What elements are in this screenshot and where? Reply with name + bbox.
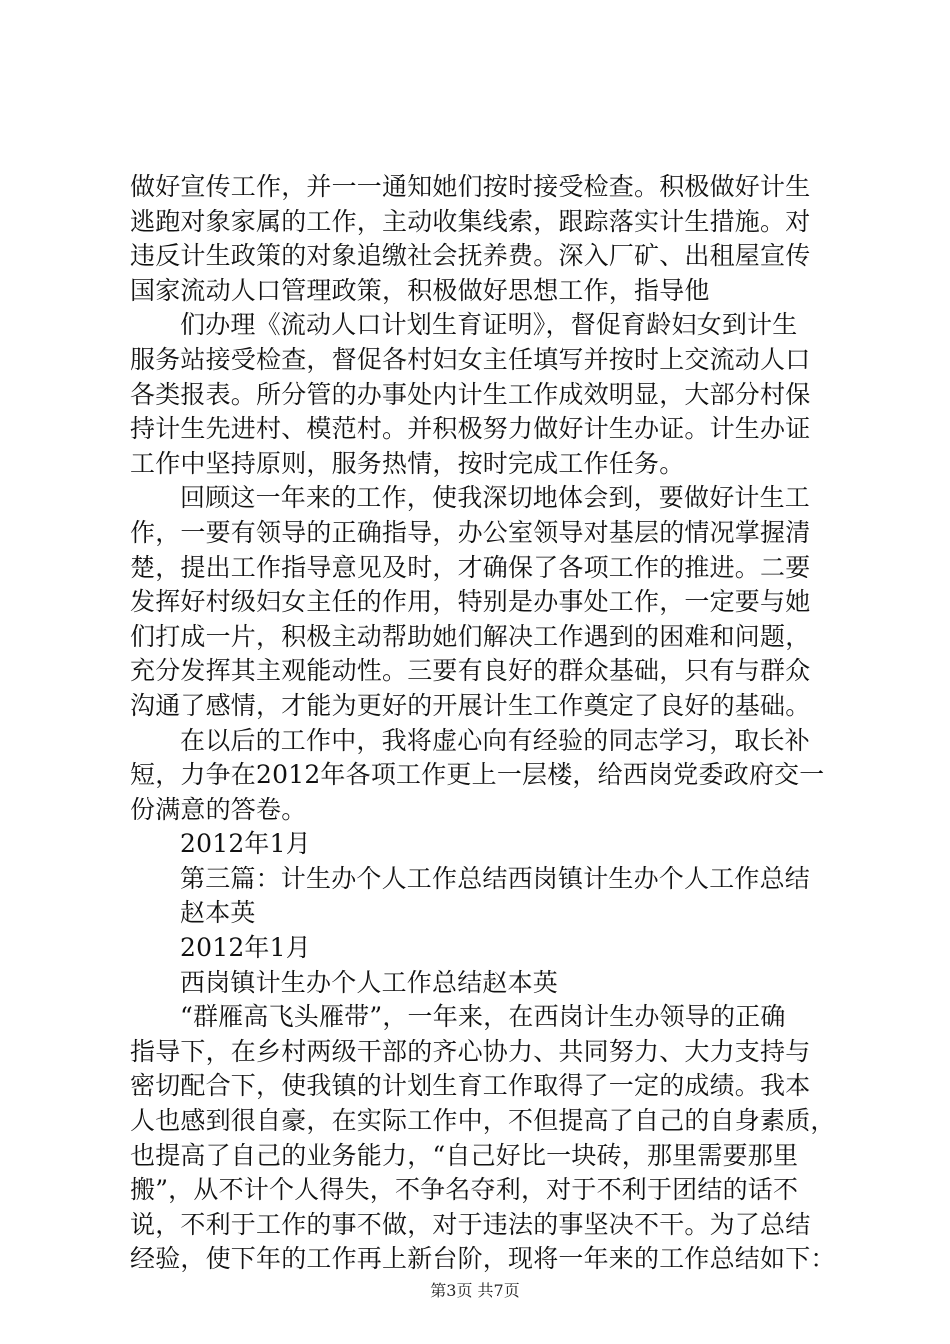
date-line: 2012年1月 xyxy=(180,933,311,963)
text-line: 沟通了感情，才能为更好的开展计生工作奠定了良好的基础。 xyxy=(130,690,811,720)
text-line: 违反计生政策的对象追缴社会抚养费。深入厂矿、出租屋宣传 xyxy=(130,241,811,271)
text-line: 人也感到很自豪，在实际工作中，不但提高了自己的自身素质， xyxy=(130,1106,836,1136)
text-line: 各类报表。所分管的办事处内计生工作成效明显，大部分村保 xyxy=(130,379,811,409)
text-line: 服务站接受检查，督促各村妇女主任填写并按时上交流动人口 xyxy=(130,344,811,374)
text-line: 楚，提出工作指导意见及时，才确保了各项工作的推进。二要 xyxy=(130,552,811,582)
text-line: 回顾这一年来的工作，使我深切地体会到，要做好计生工 xyxy=(180,483,811,513)
text-line: 也提高了自己的业务能力，“自己好比一块砖，那里需要那里 xyxy=(130,1140,799,1170)
text-line: 指导下，在乡村两级干部的齐心协力、共同努力、大力支持与 xyxy=(130,1036,811,1066)
subtitle-line: 西岗镇计生办个人工作总结赵本英 xyxy=(180,967,559,997)
section-heading: 第三篇：计生办个人工作总结西岗镇计生办个人工作总结 xyxy=(180,863,811,893)
text-line: 在以后的工作中，我将虚心向有经验的同志学习，取长补 xyxy=(180,725,811,755)
document-body xyxy=(130,170,836,1277)
text-line: 工作中坚持原则，服务热情，按时完成工作任务。 xyxy=(130,448,685,478)
text-line: 搬”，从不计个人得失，不争名夺利，对于不利于团结的话不 xyxy=(130,1175,799,1205)
text-line: 作，一要有领导的正确指导，办公室领导对基层的情况掌握清 xyxy=(130,517,811,547)
text-line: 说，不利于工作的事不做，对于违法的事坚决不干。为了总结 xyxy=(130,1209,811,1239)
author-name: 赵本英 xyxy=(180,898,256,928)
text-line: 逃跑对象家属的工作，主动收集线索，跟踪落实计生措施。对 xyxy=(130,206,811,236)
text-line: 短，力争在2012年各项工作更上一层楼，给西岗党委政府交一 xyxy=(130,760,825,790)
text-line: 充分发挥其主观能动性。三要有良好的群众基础，只有与群众 xyxy=(130,656,811,686)
text-line: 经验，使下年的工作再上新台阶，现将一年来的工作总结如下： xyxy=(130,1244,836,1274)
date-line: 2012年1月 xyxy=(180,829,311,859)
text-line: “群雁高飞头雁带”，一年来，在西岗计生办领导的正确 xyxy=(180,1002,786,1032)
text-line: 持计生先进村、模范村。并积极努力做好计生办证。计生办证 xyxy=(130,414,811,444)
text-line: 国家流动人口管理政策，积极做好思想工作，指导他 xyxy=(130,275,710,305)
page-number-footer: 第3页 共7页 xyxy=(430,1281,520,1300)
text-line: 做好宣传工作，并一一通知她们按时接受检查。积极做好计生 xyxy=(130,172,811,201)
text-line: 密切配合下，使我镇的计划生育工作取得了一定的成绩。我本 xyxy=(130,1071,811,1101)
text-line: 们打成一片，积极主动帮助她们解决工作遇到的困难和问题， xyxy=(130,621,811,651)
text-line: 发挥好村级妇女主任的作用，特别是办事处工作，一定要与她 xyxy=(130,587,811,617)
text-line: 们办理《流动人口计划生育证明》，督促育龄妇女到计生 xyxy=(180,310,798,340)
text-line: 份满意的答卷。 xyxy=(130,794,307,824)
